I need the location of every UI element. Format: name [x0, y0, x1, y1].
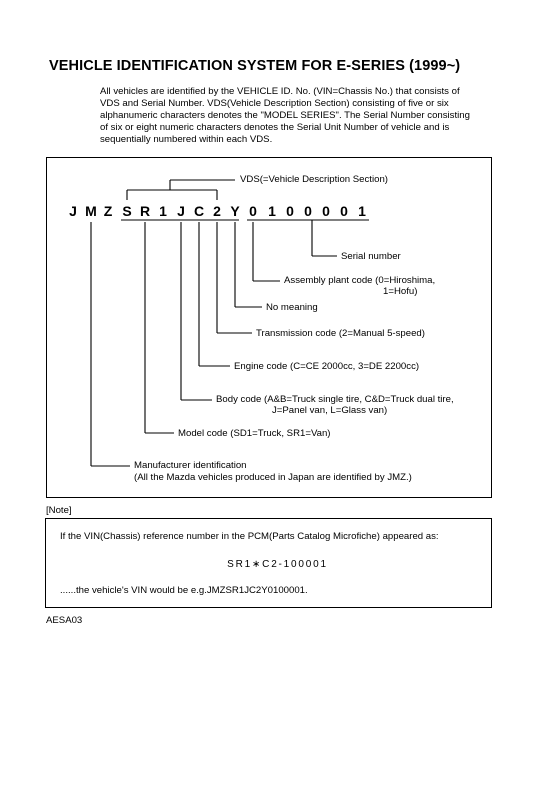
vin-char: Z [103, 203, 113, 219]
vin-char: C [193, 203, 205, 219]
vin-char: 0 [340, 203, 348, 219]
vin-char: Y [230, 203, 240, 219]
manufacturer-label: Manufacturer identification [134, 460, 247, 471]
assembly-plant-label-cont: 1=Hofu) [383, 286, 418, 297]
vin-char: M [85, 203, 97, 219]
body-code-label-cont: J=Panel van, L=Glass van) [272, 405, 388, 416]
vin-char: 1 [268, 203, 276, 219]
body-code-label: Body code (A&B=Truck single tire, C&D=Truck dual tire, [216, 394, 454, 405]
vin-char: 1 [159, 203, 167, 219]
note-text: If the VIN(Chassis) reference number in the PCM(Parts Catalog Microfiche) appeared as: [60, 531, 439, 542]
pcm-reference-code: SR1∗C2-100001 [227, 559, 328, 570]
document-code: AESA03 [46, 615, 83, 626]
manufacturer-label-cont: (All the Mazda vehicles produced in Japan are identified by JMZ.) [134, 472, 412, 483]
transmission-code-label: Transmission code (2=Manual 5-speed) [256, 328, 425, 339]
vin-char: J [177, 203, 185, 219]
serial-number-label: Serial number [341, 251, 401, 262]
model-code-label: Model code (SD1=Truck, SR1=Van) [178, 428, 331, 439]
vin-char: R [139, 203, 151, 219]
vin-char: 1 [358, 203, 366, 219]
vin-char: S [122, 203, 132, 219]
vin-char: 2 [213, 203, 221, 219]
note-heading: [Note] [46, 505, 72, 516]
vin-char: 0 [304, 203, 312, 219]
note-example: ......the vehicle's VIN would be e.g.JMZSR1JC2Y0100001. [60, 585, 308, 596]
vin-char: 0 [249, 203, 257, 219]
vin-char: 0 [322, 203, 330, 219]
no-meaning-label: No meaning [266, 302, 318, 313]
vds-label: VDS(=Vehicle Description Section) [240, 174, 388, 185]
page-title: VEHICLE IDENTIFICATION SYSTEM FOR E-SERIES (1999~) [49, 58, 461, 74]
assembly-plant-label: Assembly plant code (0=Hiroshima, [284, 275, 436, 286]
engine-code-label: Engine code (C=CE 2000cc, 3=DE 2200cc) [234, 361, 420, 372]
vin-char: J [69, 203, 77, 219]
vin-char: 0 [286, 203, 294, 219]
intro-paragraph: All vehicles are identified by the VEHICLE ID. No. (VIN=Chassis No.) that consists of VDS and Serial Number. VDS(Vehicle Description Section) consisting of five or six alphanumeric characters denotes the "MODEL SERIES". The Serial Number consisting of six or eight numeric characters denotes the Serial Unit Number of vehicle and is sequentially numbered within each VDS. [100, 86, 470, 145]
